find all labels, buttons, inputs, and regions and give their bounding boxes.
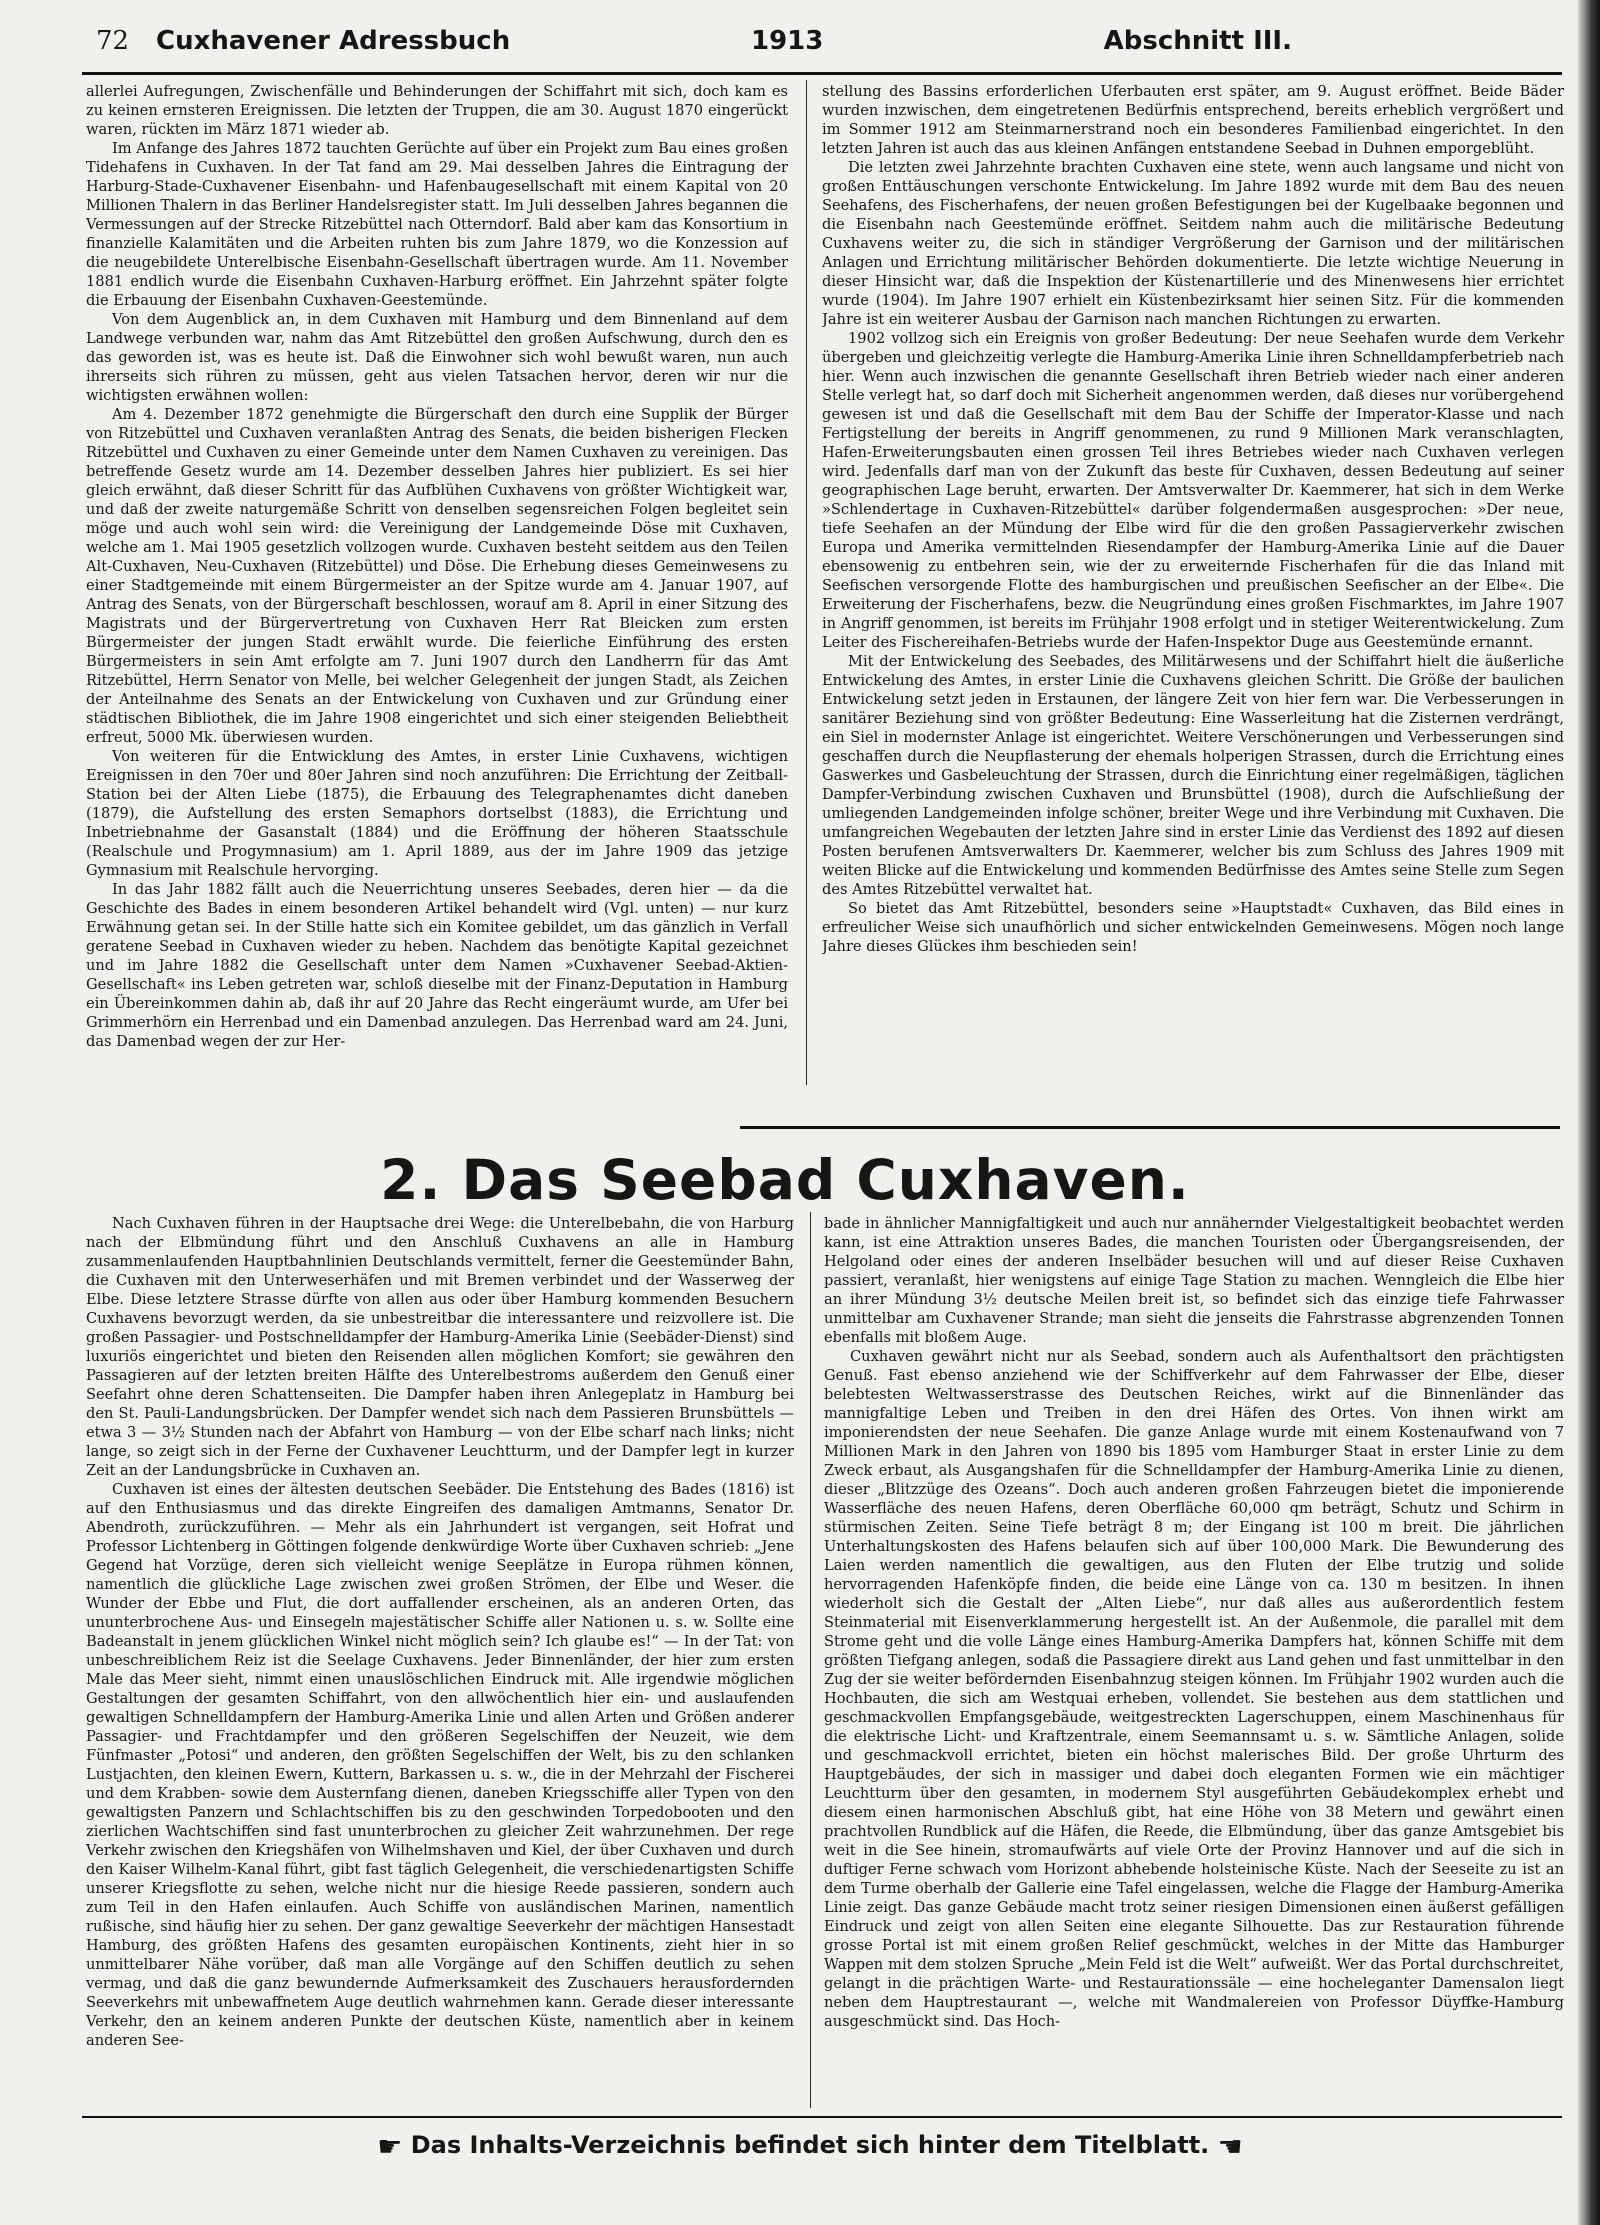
paragraph: stellung des Bassins erforderlichen Uferbauten erst später, am 9. August eröffnet. Beide Bäder wurden inzwischen, dem eingetretenen Bedürfnis entsprechend, bereits erheblich vergrößert und im Sommer 1912 am Steinmarnerstrand noch ein besonderes Familienbad eingerichtet. In den letzten Jahren ist auch das aus kleinen Anfängen entstandene Seebad in Duhnen emporgeblüht. [822, 83, 1564, 157]
page-number: 72 [96, 26, 130, 56]
paragraph: bade in ähnlicher Mannigfaltigkeit und auch nur annähernder Vielgestaltigkeit beobachtet werden kann, ist eine Attraktion unseres Bades, die manchen Touristen oder Übergangsreisenden, der Helgoland oder eines der anderen Inselbäder besuchen will und auf dieser Reise Cuxhaven passiert, veranlaßt, hier wenigstens auf einige Tage Station zu machen. Wenngleich die Elbe hier an ihrer Mündung 3½ deutsche Meilen breit ist, so befindet sich das einzige tiefe Fahrwasser unmittelbar am Cuxhavener Strande; man sieht die jenseits die Fahrstrasse abgrenzenden Tonnen ebenfalls mit bloßem Auge. [824, 1215, 1564, 1346]
paragraph: allerlei Aufregungen, Zwischenfälle und Behinderungen der Schiffahrt mit sich, doch kam es zu keinen ernsteren Ereignissen. Die letzten der Truppen, die am 30. August 1870 eingerückt waren, rückten im März 1871 wieder ab. [86, 83, 788, 138]
paragraph: 1902 vollzog sich ein Ereignis von großer Bedeutung: Der neue Seehafen wurde dem Verkehr übergeben und gleichzeitig verlegte die Hamburg-Amerika Linie ihren Schnelldampferbetrieb nach hier. Wenn auch inzwischen die genannte Gesellschaft ihren Betrieb wieder nach einer anderen Stelle verlegt hat, so darf doch mit Sicherheit angenommen werden, daß dieses nur vorübergehend gewesen ist und daß die Gesellschaft mit dem Bau der Schiffe der Imperator-Klasse und nach Fertigstellung der bereits in Angriff genommenen, zu rund 9 Millionen Mark veranschlagten, Hafen-Erweiterungsbauten einen grossen Teil ihres Betriebes wieder nach Cuxhaven verlegen wird. Jedenfalls darf man von der Zukunft das beste für Cuxhaven, dessen Bedeutung auf seiner geographischen Lage beruht, erwarten. Der Amtsverwalter Dr. Kaemmerer, hat sich in dem Werke »Schlendertage in Cuxhaven-Ritzebüttel« darüber folgendermaßen ausgesprochen: »Der neue, tiefe Seehafen an der Mündung der Elbe wird für die den großen Passagierverkehr zwischen Europa und Amerika vermittelnden Riesendampfer der Hamburg-Amerika Linie auf die Dauer ebensowenig zu entbehren sein, wie der zu erweiternde Fischerhafen für die das Inland mit Seefischen versorgende Flotte des hamburgischen und preußischen Seefischer an der Elbe«. Die Erweiterung der Fischerhafens, bezw. die Neugründung eines großen Fischmarktes, im Jahre 1907 in Angriff genommen, ist bereits im Frühjahr 1908 erfolgt und in stetiger Weiterentwickelung. Zum Leiter des Fischereihafen-Betriebs wurde der Hafen-Inspektor Duge aus Geestemünde ernannt. [822, 330, 1564, 651]
paragraph: Von weiteren für die Entwicklung des Amtes, in erster Linie Cuxhavens, wichtigen Ereignissen in den 70er und 80er Jahren sind noch anzuführen: Die Errichtung der Zeitball-Station bei der Alten Liebe (1875), die Erbauung des Telegraphenamtes dicht daneben (1879), die Aufstellung des ersten Semaphors dortselbst (1883), die Errichtung und Inbetriebnahme der Gasanstalt (1884) und die Eröffnung der höheren Staatsschule (Realschule und Progymnasium) am 1. April 1889, aus der im Jahre 1909 das jetzige Gymnasium mit Realschule hervorging. [86, 748, 788, 879]
bottom-left-column [86, 1214, 794, 2114]
paragraph: Cuxhaven ist eines der ältesten deutschen Seebäder. Die Entstehung des Bades (1816) ist auf den Enthusiasmus und das direkte Eingreifen des damaligen Amtmanns, Senator Dr. Abendroth, zurückzuführen. — Mehr als ein Jahrhundert ist vergangen, seit Hofrat und Professor Lichtenberg in Göttingen folgende denkwürdige Worte über Cuxhaven schrieb: „Jene Gegend hat Vorzüge, deren sich vielleicht wenige Seeplätze in Europa rühmen können, namentlich die glückliche Lage zwischen zwei großen Strömen, der Elbe und Weser. die Wunder der Ebbe und Flut, die dort auffallender erscheinen, als an anderen Orten, das ununterbrochene Aus- und Einsegeln majestätischer Schiffe aller Nationen u. s. w. Sollte eine Badeanstalt in jenem glücklichen Winkel nicht möglich sein? Ich glaube es!“ — In der Tat: von unbeschreiblichem Reiz ist die Seelage Cuxhavens. Jeder Binnenländer, der hier zum ersten Male das Meer sieht, nimmt einen unauslöschlichen Eindruck mit. Alle irgendwie möglichen Gestaltungen der gesamten Schiffahrt, von den allwöchentlich hier ein- und auslaufenden gewaltigen Schnelldampfern der Hamburg-Amerika Linie und allen Arten und Größen anderer Passagier- und Frachtdampfer und den größeren Segelschiffen der Neuzeit, wie dem Fünfmaster „Potosi“ und anderen, den größten Segelschiffen der Welt, bis zu den schlanken Lustjachten, den kleinen Ewern, Kuttern, Barkassen u. s. w., die in der Mehrzahl der Fischerei und dem Krabben- sowie dem Austernfang dienen, daneben Kriegsschiffe aller Typen von den gewaltigsten Panzern und Schlachtschiffen bis zu den geschwinden Torpedobooten und den zierlichen Wachtschiffen sind fast ununterbrochen zu gleicher Zeit wahrzunehmen. Der rege Verkehr zwischen den Kriegshäfen von Wilhelmshaven und Kiel, der über Cuxhaven und durch den Kaiser Wilhelm-Kanal führt, gibt fast täglich Gelegenheit, die verschiedenartigsten Schiffe unserer Kriegsflotte zu sehen, welche nicht nur die hiesige Reede passieren, sondern auch zum Teil in den Hafen einlaufen. Auch Schiffe von ausländischen Marinen, namentlich rußische, sind häufig hier zu sehen. Der ganz gewaltige Seeverkehr der mächtigen Hansestadt Hamburg, des größten Hafens des gesamten europäischen Kontinents, zieht hier in so unmittelbarer Nähe vorüber, daß man alle Vorgänge auf den Schiffen deutlich zu sehen vermag, und daß die ganz bewundernde Aufmerksamkeit des Zuschauers herausfordernden Seeverkehrs mit unbewaffnetem Auge deutlich wahrnehmen kann. Gerade dieser interessante Verkehr, den an keinem anderen Punkte der deutschen Küste, namentlich aber in keinem anderen See- [86, 1481, 794, 2049]
section-rule [740, 1126, 1560, 1129]
top-column-divider [806, 80, 807, 1085]
paragraph: Mit der Entwickelung des Seebades, des Militärwesens und der Schiffahrt hielt die äußerliche Entwickelung des Amtes, in erster Linie die Cuxhavens gleichen Schritt. Die Größe der baulichen Entwickelung setzt jeden in Erstaunen, der längere Zeit von hier fern war. Die Verbesserungen in sanitärer Beziehung sind von größter Bedeutung: Eine Wasserleitung hat die Zisternen verdrängt, ein Siel in modernster Anlage ist eingerichtet. Weitere Verschönerungen und Verbesserungen sind geschaffen durch die Neupflasterung der ehemals holperigen Strassen, durch die Errichtung eines Gaswerkes und Gasbeleuchtung der Strassen, durch die Einrichtung einer regelmäßigen, täglichen Dampfer-Verbindung zwischen Cuxhaven und Brunsbüttel (1908), durch die Aufschließung der umliegenden Landgemeinden infolge schöner, breiter Wege und ihre Verbindung mit Cuxhaven. Die umfangreichen Wegebauten der letzten Jahre sind in erster Linie das Verdienst des 1892 auf diesen Posten berufenen Amtsverwalters Dr. Kaemmerer, welcher bis zum Schluss des Jahres 1909 mit weiten Blicke auf die Entwickelung und kommenden Bedürfnisse des Amtes seine Stelle zum Segen des Amtes Ritzebüttel verwaltet hat. [822, 653, 1564, 898]
paragraph: Im Anfange des Jahres 1872 tauchten Gerüchte auf über ein Projekt zum Bau eines großen Tidehafens in Cuxhaven. In der Tat fand am 29. Mai desselben Jahres die Eintragung der Harburg-Stade-Cuxhavener Eisenbahn- und Hafenbaugesellschaft mit einem Kapital von 20 Millionen Thalern in das Berliner Handelsregister statt. Im Juli desselben Jahres begannen die Vermessungen auf der Strecke Ritzebüttel nach Otterndorf. Bald aber kam das Konsortium in finanzielle Kalamitäten und die Arbeiten ruhten bis zum Jahre 1879, wo die Konzession auf die neugebildete Unterelbische Eisenbahn-Gesellschaft übertragen wurde. Am 11. November 1881 endlich wurde die Eisenbahn Cuxhaven-Harburg eröffnet. Ein Jahrzehnt später folgte die Erbauung der Eisenbahn Cuxhaven-Geestemünde. [86, 140, 788, 309]
book-title: Cuxhavener Adressbuch [156, 26, 511, 56]
bottom-right-column [824, 1214, 1564, 2114]
pointing-hand-right-icon: ☛ [377, 2130, 403, 2163]
book-year: 1913 [751, 26, 824, 56]
header-rule [82, 72, 1562, 75]
paragraph: In das Jahr 1882 fällt auch die Neuerrichtung unseres Seebades, deren hier — da die Geschichte des Bades in einem besonderen Artikel behandelt wird (Vgl. unten) — nur kurz Erwähnung getan sei. In der Stille hatte sich ein Komitee gebildet, um das gänzlich in Verfall geratene Seebad in Cuxhaven wieder zu heben. Nachdem das benötigte Kapital gezeichnet und im Jahre 1882 die Gesellschaft unter dem Namen »Cuxhavener Seebad-Aktien-Gesellschaft« ins Leben getreten war, schloß dieselbe mit der Finanz-Deputation in Hamburg ein Übereinkommen dahin ab, daß ihr auf 20 Jahre das Recht eingeräumt wurde, am Ufer bei Grimmerhörn ein Herrenbad und ein Damenbad anzulegen. Das Herrenbad ward am 24. Juni, das Damenbad wegen der zur Her- [86, 881, 788, 1050]
paragraph: Nach Cuxhaven führen in der Hauptsache drei Wege: die Unterelbebahn, die von Harburg nach der Elbmündung führt und den Anschluß Cuxhavens an alle in Hamburg zusammenlaufenden Hauptbahnlinien Deutschlands vermittelt, ferner die Geestemünder Bahn, die Cuxhaven mit den Unterweserhäfen und mit Bremen verbindet und der Wasserweg der Elbe. Diese letztere Strasse dürfte von allen aus oder über Hamburg kommenden Besuchern Cuxhavens bevorzugt werden, da sie unbestreitbar die interessantere und reizvollere ist. Die großen Passagier- und Postschnelldampfer der Hamburg-Amerika Linie (Seebäder-Dienst) sind luxuriös eingerichtet und bieten den Reisenden allen möglichen Komfort; sie gewähren den Passagieren auf der letzten breiten Hälfte des Unterelbestroms außerdem den Genuß einer Seefahrt ohne deren Schattenseiten. Die Dampfer haben ihren Anlegeplatz in Hamburg bei den St. Pauli-Landungsbrücken. Der Dampfer wendet sich nach dem Passieren Brunsbüttels — etwa 3 — 3½ Stunden nach der Abfahrt von Hamburg — von der Elbe scharf nach links; nicht lange, so zeigt sich in der Ferne der Cuxhavener Leuchtturm, und der Dampfer legt in kurzer Zeit an der Landungsbrücke in Cuxhaven an. [86, 1215, 794, 1479]
paragraph: Am 4. Dezember 1872 genehmigte die Bürgerschaft den durch eine Supplik der Bürger von Ritzebüttel und Cuxhaven veranlaßten Antrag des Senats, die beiden bisherigen Flecken Ritzebüttel und Cuxhaven zu einer Gemeinde unter dem Namen Cuxhaven zu vereinigen. Das betreffende Gesetz wurde am 14. Dezember desselben Jahres hier publiziert. Es sei hier gleich erwähnt, daß dieser Schritt für das Aufblühen Cuxhavens von größter Wichtigkeit war, und daß der zweite naturgemäße Schritt von denselben segensreichen Folgen begleitet sein möge und auch wohl sein wird: die Vereinigung der Landgemeinde Döse mit Cuxhaven, welche am 1. Mai 1905 gesetzlich vollzogen wurde. Cuxhaven besteht seitdem aus den Teilen Alt-Cuxhaven, Neu-Cuxhaven (Ritzebüttel) und Döse. Die Erhebung dieses Gemeinwesens zu einer Stadtgemeinde mit einem Bürgermeister an der Spitze wurde am 4. Januar 1907, auf Antrag des Senats, von der Bürgerschaft beschlossen, worauf am 8. April in einer Sitzung des Magistrats und der Bürgervertretung von Cuxhaven Herr Rat Bleicken zum ersten Bürgermeister der jungen Stadt erwählt wurde. Die feierliche Einführung des ersten Bürgermeisters in sein Amt erfolgte am 7. Juni 1907 durch den Landherrn für das Amt Ritzebüttel, Herrn Senator von Melle, bei welcher Gelegenheit der jungen Stadt, als Zeichen der Anteilnahme des Senats an der Entwickelung von Cuxhaven und zur Gründung einer städtischen Bibliothek, die im Jahre 1908 eingerichtet und sich einer steigenden Beliebtheit erfreut, 5000 Mk. überwiesen wurden. [86, 406, 788, 746]
section-title: 2. Das Seebad Cuxhaven. [380, 1148, 1190, 1212]
footer-rule [82, 2116, 1562, 2118]
section-label: Abschnitt III. [1103, 26, 1292, 56]
pointing-hand-left-icon: ☚ [1217, 2130, 1243, 2163]
page-header [86, 26, 1292, 70]
paragraph: Cuxhaven gewährt nicht nur als Seebad, sondern auch als Aufenthaltsort den prächtigsten Genuß. Fast ebenso anziehend wie der Schiffverkehr auf dem Fahrwasser der Elbe, dieser belebtesten Weltwasserstrasse des Deutschen Reiches, wirkt auf die Binnenländer das mannigfaltige Leben und Treiben in den drei Häfen des Ortes. Von ihnen wirkt am imponierendsten der neue Seehafen. Die ganze Anlage wurde mit einem Kostenaufwand von 7 Millionen Mark in den Jahren von 1890 bis 1895 vom Hamburger Staat in erster Linie zu dem Zweck erbaut, als Ausgangshafen für die Schnelldampfer der Hamburg-Amerika Linie zu dienen, dieser „Blitzzüge des Ozeans“. Doch auch anderen großen Fahrzeugen bietet die imponierende Wasserfläche des neuen Hafens, deren Oberfläche 60,000 qm beträgt, Schutz und Schirm in stürmischen Zeiten. Seine Tiefe beträgt 8 m; der Eingang ist 100 m breit. Die jährlichen Unterhaltungskosten des Hafens belaufen sich auf über 100,000 Mark. Die Bewunderung des Laien werden namentlich die gewaltigen, aus den Fluten der Elbe trutzig und solide hervorragenden Hafenköpfe finden, die beide eine Länge von ca. 130 m besitzen. In ihnen wiederholt sich die Gestalt der „Alten Liebe“, nur daß alles aus außerordentlich festem Steinmaterial mit Eisenverklammerung hergestellt ist. An der Außenmole, die parallel mit dem Strome geht und die volle Länge eines Hamburg-Amerika Dampfers hat, können Schiffe mit dem größten Tiefgang anlegen, sodaß die Passagiere direkt aus Land gehen und fast unmittelbar in den Zug der sie weiter befördernden Eisenbahnzug steigen können. Im Frühjahr 1902 wurden auch die Hochbauten, die sich am Westquai erheben, vollendet. Sie bestehen aus dem stattlichen und geschmackvollen Empfangsgebäude, weitgestreckten Lagerschuppen, einem Maschinenhaus für die elektrische Licht- und Kraftzentrale, einem Seemannsamt u. s. w. Sämtliche Anlagen, solide und geschmackvoll errichtet, bieten ein höchst malerisches Bild. Der große Uhrturm des Hauptgebäudes, der sich in massiger und dabei doch eleganten Formen wie ein mächtiger Leuchtturm über den gesamten, in modernem Styl ausgeführten Gebäudekomplex erhebt und diesem einen harmonischen Abschluß gibt, hat eine Höhe von 38 Metern und gewährt einen prachtvollen Rundblick auf die Häfen, die Reede, die Elbmündung, über das ganze Amtsgebiet bis weit in die See hinein, stromaufwärts auf viele Orte der Provinz Hannover und auf die sich in duftiger Ferne schwach vom Horizont abhebende holsteinische Küste. Nach der Seeseite zu ist an dem Turme oberhalb der Gallerie eine Tafel eingelassen, welche die Flagge der Hamburg-Amerika Linie zeigt. Das ganze Gebäude macht trotz seiner riesigen Dimensionen einen äußerst gefälligen Eindruck und zeigt von allen Seiten eine elegante Silhouette. Das zur Restauration führende grosse Portal ist mit einem großen Relief geschmückt, welches in der Mitte das Hamburger Wappen mit dem stolzen Spruche „Mein Feld ist die Welt“ aufweißt. Wer das Portal durchschreitet, gelangt in die prächtigen Warte- und Restaurationssäle — eine hocheleganter Damensalon liegt neben dem Hauptrestaurant —, welche mit Wandmalereien von Professor Düyffke-Hamburg ausgeschmückt sind. Das Hoch- [824, 1348, 1564, 2030]
top-left-column [86, 82, 788, 1102]
footer-notice [330, 2130, 1290, 2163]
paragraph: Von dem Augenblick an, in dem Cuxhaven mit Hamburg und dem Binnenland auf dem Landwege verbunden war, nahm das Amt Ritzebüttel den großen Aufschwung, durch den es das geworden ist, was es heute ist. Daß die Einwohner sich wohl bewußt waren, nun auch ihrerseits sich rühren zu müssen, geht aus vielen Tatsachen hervor, deren wir nur die wichtigsten erwähnen wollen: [86, 311, 788, 404]
scan-page-edge [1578, 0, 1600, 2225]
paragraph: So bietet das Amt Ritzebüttel, besonders seine »Hauptstadt« Cuxhaven, das Bild eines in erfreulicher Weise sich unaufhörlich und sicher entwickelnden Gemeinwesens. Mögen noch lange Jahre dieses Glückes ihm beschieden sein! [822, 900, 1564, 955]
top-right-column [822, 82, 1564, 1102]
bottom-column-divider [810, 1212, 811, 2108]
paragraph: Die letzten zwei Jahrzehnte brachten Cuxhaven eine stete, wenn auch langsame und nicht von großen Enttäuschungen verschonte Entwickelung. Im Jahre 1892 wurde mit dem Bau des neuen Seehafens, des Fischerhafens, der neuen großen Befestigungen bei der Kugelbaake begonnen und die Eisenbahn nach Geestemünde eröffnet. Seitdem nahm auch die militärische Bedeutung Cuxhavens weiter zu, die sich in ständiger Vergrößerung der Garnison und der militärischen Anlagen und Errichtung militärischer Behörden dokumentierte. Die letzte wichtige Neuerung in dieser Hinsicht war, daß die Inspektion der Küstenartillerie und des Minenwesens hier errichtet wurde (1904). Im Jahre 1907 erhielt ein Küstenbezirksamt hier seinen Sitz. Für die kommenden Jahre ist ein weiterer Ausbau der Garnison nach manchen Richtungen zu erwarten. [822, 159, 1564, 328]
footer-notice-text: Das Inhalts-Verzeichnis befindet sich hinter dem Titelblatt. [410, 2131, 1210, 2159]
